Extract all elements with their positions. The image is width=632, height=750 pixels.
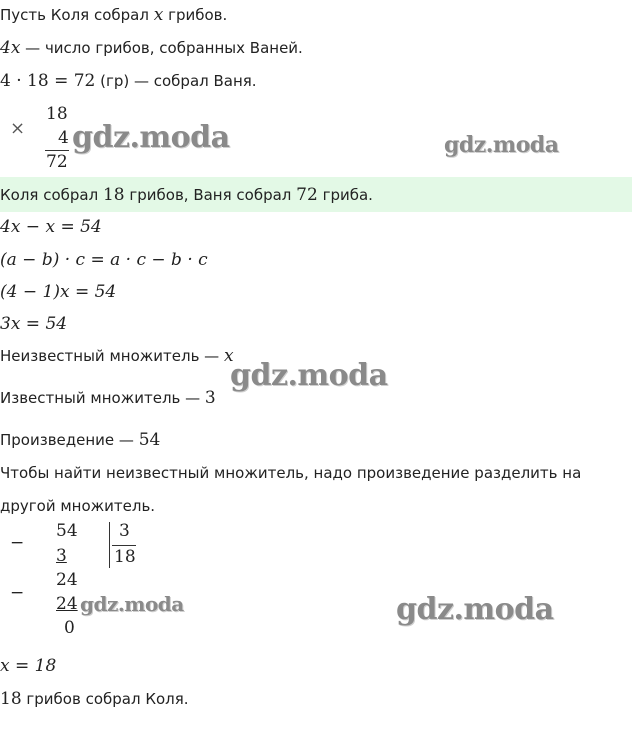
equation-1: 4x − x = 54 bbox=[0, 217, 102, 237]
division-bar-vertical bbox=[109, 522, 110, 568]
mult-top: 18 bbox=[46, 104, 68, 124]
division-divisor: 3 bbox=[119, 521, 130, 541]
division-remainder-1: 24 bbox=[56, 570, 78, 590]
watermark: gdz.moda bbox=[72, 120, 230, 155]
line-product: Произведение — 54 bbox=[0, 430, 161, 450]
watermark: gdz.moda bbox=[444, 132, 559, 158]
division-subtrahend: 3 bbox=[56, 546, 67, 566]
watermark: gdz.moda bbox=[80, 592, 184, 616]
line-vanya-computation: 4 · 18 = 72 (гр) — собрал Ваня. bbox=[0, 71, 257, 91]
answer-equation: x = 18 bbox=[0, 656, 57, 676]
division-minus: − bbox=[10, 533, 25, 553]
line-final-answer: 18 грибов собрал Коля. bbox=[0, 689, 189, 709]
mult-sign: × bbox=[10, 118, 26, 139]
division-quotient: 18 bbox=[114, 547, 136, 567]
equation-3: (4 − 1)x = 54 bbox=[0, 282, 117, 302]
mult-result: 72 bbox=[46, 152, 68, 172]
line-assumption: Пусть Коля собрал x грибов. bbox=[0, 5, 228, 25]
division-minus: − bbox=[10, 583, 25, 603]
expr-4-times-18: 4 · 18 = 72 bbox=[0, 71, 96, 91]
answer-highlight bbox=[0, 177, 632, 212]
equation-4: 3x = 54 bbox=[0, 314, 68, 334]
watermark: gdz.moda bbox=[396, 592, 554, 627]
division-remainder-2: 0 bbox=[64, 618, 75, 638]
line-vanya-expression: 4x — число грибов, собранных Ваней. bbox=[0, 38, 303, 58]
mult-rule bbox=[45, 150, 69, 151]
line-known-factor: Известный множитель — 3 bbox=[0, 388, 216, 408]
watermark: gdz.moda bbox=[230, 358, 388, 393]
division-subtrahend-2: 24 bbox=[56, 594, 78, 614]
line-unknown-factor: Неизвестный множитель — x bbox=[0, 346, 234, 366]
var-x: x bbox=[153, 5, 164, 25]
expr-4x: 4x bbox=[0, 38, 21, 58]
rule-text-line-2: другой множитель. bbox=[0, 497, 156, 515]
division-bar-horizontal bbox=[112, 545, 136, 546]
equation-2: (a − b) · c = a · c − b · c bbox=[0, 250, 208, 270]
division-dividend: 54 bbox=[56, 521, 78, 541]
rule-text-line-1: Чтобы найти неизвестный множитель, надо произведение разделить на bbox=[0, 464, 582, 482]
highlight-text: Коля собрал 18 грибов, Ваня собрал 72 гриба. bbox=[0, 185, 373, 205]
mult-factor: 4 bbox=[58, 128, 69, 148]
